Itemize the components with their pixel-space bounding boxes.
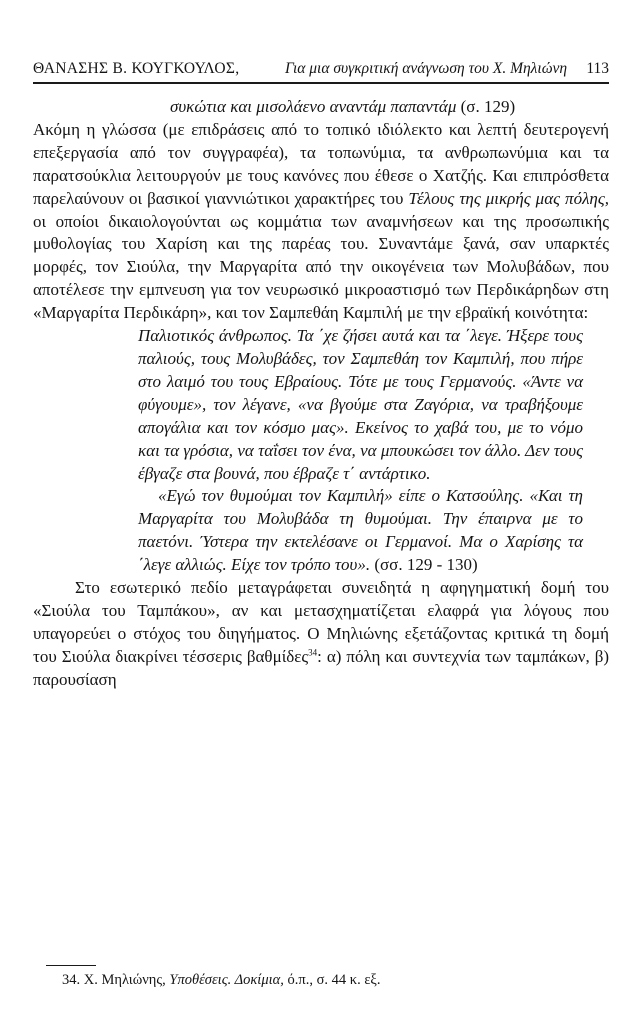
verse-line: [33, 96, 609, 119]
footnote-marker: 34: [308, 647, 318, 658]
running-header: [33, 60, 609, 84]
footnote-rule: [46, 965, 96, 966]
header-rule: [33, 82, 609, 84]
footnote-rest: ό.π., σ. 44 κ. εξ.: [287, 972, 381, 988]
footnote: [62, 972, 381, 989]
paragraph-2-text: Στο εσωτερικό πεδίο μεταγράφεται συνειδητά η αφηγηματική δομή του «Σιούλα του Ταμπάκου», αν και μετασχηματίζεται ελαφρά για λόγους που υπαγορεύει ο στόχος του διηγήματος. Ο Μηλιώνης εξετάζοντας κριτικά τη δομή του Σιούλα διακρίνει τέσσερις βαθμίδες: [33, 578, 609, 666]
header-author: ΘΑΝΑΣΗΣ Β. ΚΟΥΓΚΟΥΛΟΣ,: [33, 60, 240, 77]
footnote-number: 34.: [62, 972, 81, 988]
verse-reference: (σ. 129): [456, 97, 516, 116]
paragraph-2-rest: : α) πόλη και συντεχνία των ταμπάκων, β) παρουσίαση: [33, 646, 610, 689]
paragraph-1-text: Ακόμη η γλώσσα (με επιδράσεις από το τοπικό ιδιόλεκτο και λεπτή δευτερογενή επεξεργασία από τον συγγραφέα), τα τοπωνύμια, τα ανθρωπωνύμια και τα παρατσούκλια λειτουργούν με τους κανόνες που έθεσε ο Χατζής. Και επιπρόσθετα παρελαύνουν οι βασικοί γιαννιώτικοι χαρακτήρες του: [33, 119, 609, 208]
verse-text: συκώτια και μισολάενο αναντάμ παπαντάμ: [170, 97, 457, 116]
footnote-title: Υποθέσεις. Δοκίμια,: [169, 972, 284, 988]
quote-paragraph-2: [138, 485, 583, 577]
header-running-title: Για μια συγκριτική ανάγνωση του Χ. Μηλιώνη: [285, 60, 568, 77]
block-quote: [138, 325, 583, 577]
page-number: 113: [586, 60, 609, 77]
body-text: [33, 96, 609, 692]
quote-paragraph-1: Παλιοτικός άνθρωπος. Τα ΄χε ζήσει αυτά και τα ΄λεγε. Ήξερε τους παλιούς, τους Μολυβάδες, τον Σαμπεθάη τον Καμπιλή, που πήρε στο λαιμό του τους Εβραίους. Τότε με τους Γερμανούς. «Άντε να φύγουμε», τον λέγανε, «να βγούμε στα Ζαγόρια, να τραβήξουμε απογάλια και τον κόσμο μας». Εκείνος το χαβά του, με το νόμο και τα γρόσια, να ταΐσει τον ένα, να μπουκώσει τον άλλο. Δεν τους έβγαζε στα βουνά, που έβραζε τ΄ αντάρτικο.: [138, 326, 583, 483]
paragraph-1-rest: οι οποίοι δικαιολογούνται ως κομμάτια των αναμνήσεων και της προσωπικής μυθολογίας του Χαρίση και της παρέας του. Συναντάμε ξανά, σαν υπαρκτές μορφές, τον Σιούλα, την Μαργαρίτα από την οικογένεια των Μολυβάδων, που αποτέλεσε την εμπνευση για τον νευρωσικό μικροαστισμό των Περδικάρηδων στη «Μαργαρίτα Περδικάρη», και τον Σαμπεθάη Καμπιλή με την εβραϊκή κοινότητα:: [33, 211, 609, 323]
book-title-italic: Τέλους της μικρής μας πόλης,: [408, 188, 610, 208]
paragraph-2: [33, 577, 609, 692]
quote-reference: (σσ. 129 - 130): [370, 555, 478, 575]
paragraph-1: [33, 119, 609, 325]
quote-2-text: «Εγώ τον θυμούμαι τον Καμπιλή» είπε ο Κατσούλης. «Και τη Μαργαρίτα του Μολυβάδα τη θυμούμαι. Την έπαιρνα με το παετόνι. Ύστερα την εκτελέσανε οι Γερμανοί. Μα ο Χαρίσης τα ΄λεγε αλλιώς. Είχε τον τρόπο του».: [138, 486, 583, 575]
footnote-author: Χ. Μηλιώνης,: [83, 972, 166, 988]
